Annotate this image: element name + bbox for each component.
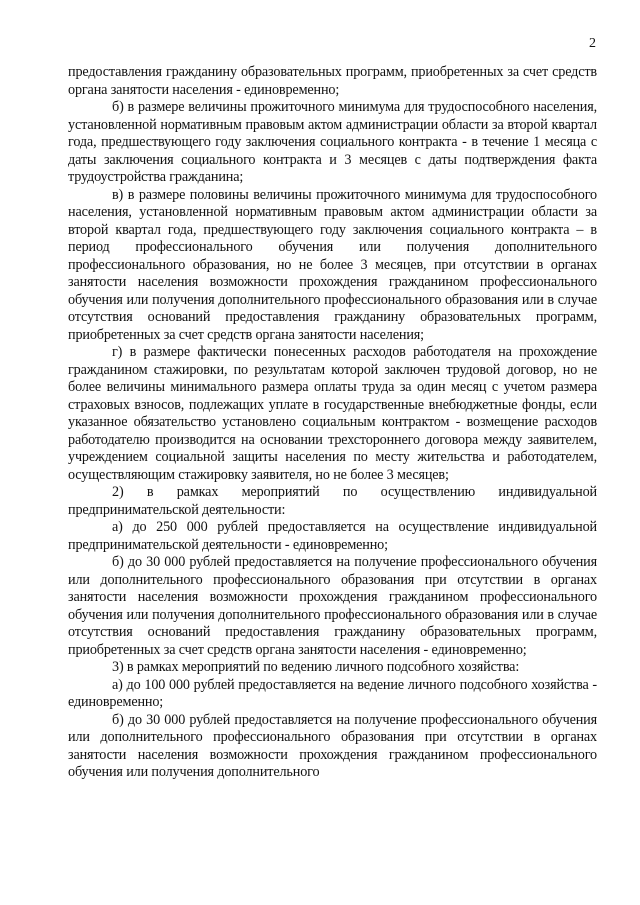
paragraph-item-3b: б) до 30 000 рублей предоставляется на получение профессионального обучения или дополнительного профессионального образования при отсутствии в органах занятости населения возможности прохождения гражданином профессионального обучения или получения дополнительного — [68, 711, 597, 780]
paragraph-item-1g: г) в размере фактически понесенных расходов работодателя на прохождение гражданином стажировки, по результатам которой заключен трудовой договор, но не более величины минимального размера оплаты труда за один месяц с учетом размера страховых взносов, подлежащих уплате в государственные внебюджетные фонды, если указанное обязательство установлено социальным контрактом - возмещение расходов работодателю производится на основании трехстороннего договора между заявителем, учреждением социальной защиты населения по месту жительства и работодателем, осуществляющим стажировку заявителя, но не более 3 месяцев; — [68, 344, 597, 483]
page-number: 2 — [589, 36, 596, 51]
paragraph-item-3a: а) до 100 000 рублей предоставляется на ведение личного подсобного хозяйства - единовременно; — [68, 676, 597, 710]
paragraph-item-3: 3) в рамках мероприятий по ведению личного подсобного хозяйства: — [112, 659, 520, 675]
document-body — [68, 64, 597, 782]
paragraph-item-1v: в) в размере половины величины прожиточного минимума для трудоспособного населения, установленной нормативным правовым актом администрации области за второй квартал года, предшествующего году заключения социального контракта – в период профессионального обучения или получения дополнительного профессионального образования, но не более 3 месяцев, при отсутствии в органах занятости населения возможности прохождения гражданином профессионального обучения или получения дополнительного профессионального образования или в случае отсутствия оснований предоставления гражданину образовательных программ, приобретенных за счет средств органа занятости населения; — [68, 186, 597, 343]
paragraph-item-1b: б) в размере величины прожиточного минимума для трудоспособного населения, установленной нормативным правовым актом администрации области за второй квартал года, предшествующего году заключения социального контракта - в течение 1 месяца с даты заключения социального контракта и 3 месяцев с даты подтверждения факта трудоустройства гражданина; — [68, 99, 597, 185]
paragraph-continuation: предоставления гражданину образовательных программ, приобретенных за счет средств органа занятости населения - единовременно; — [68, 64, 597, 98]
paragraph-item-2b: б) до 30 000 рублей предоставляется на получение профессионального обучения или дополнительного профессионального образования при отсутствии в органах занятости населения возможности прохождения гражданином профессионального обучения или получения дополнительного профессионального образования или в случае отсутствия оснований предоставления гражданину образовательных программ, приобретенных за счет средств органа занятости населения - единовременно; — [68, 554, 597, 658]
paragraph-item-2a: а) до 250 000 рублей предоставляется на осуществление индивидуальной предпринимательской деятельности - единовременно; — [68, 519, 597, 553]
paragraph-item-2: 2) в рамках мероприятий по осуществлению индивидуальной предпринимательской деятельности: — [68, 484, 597, 518]
